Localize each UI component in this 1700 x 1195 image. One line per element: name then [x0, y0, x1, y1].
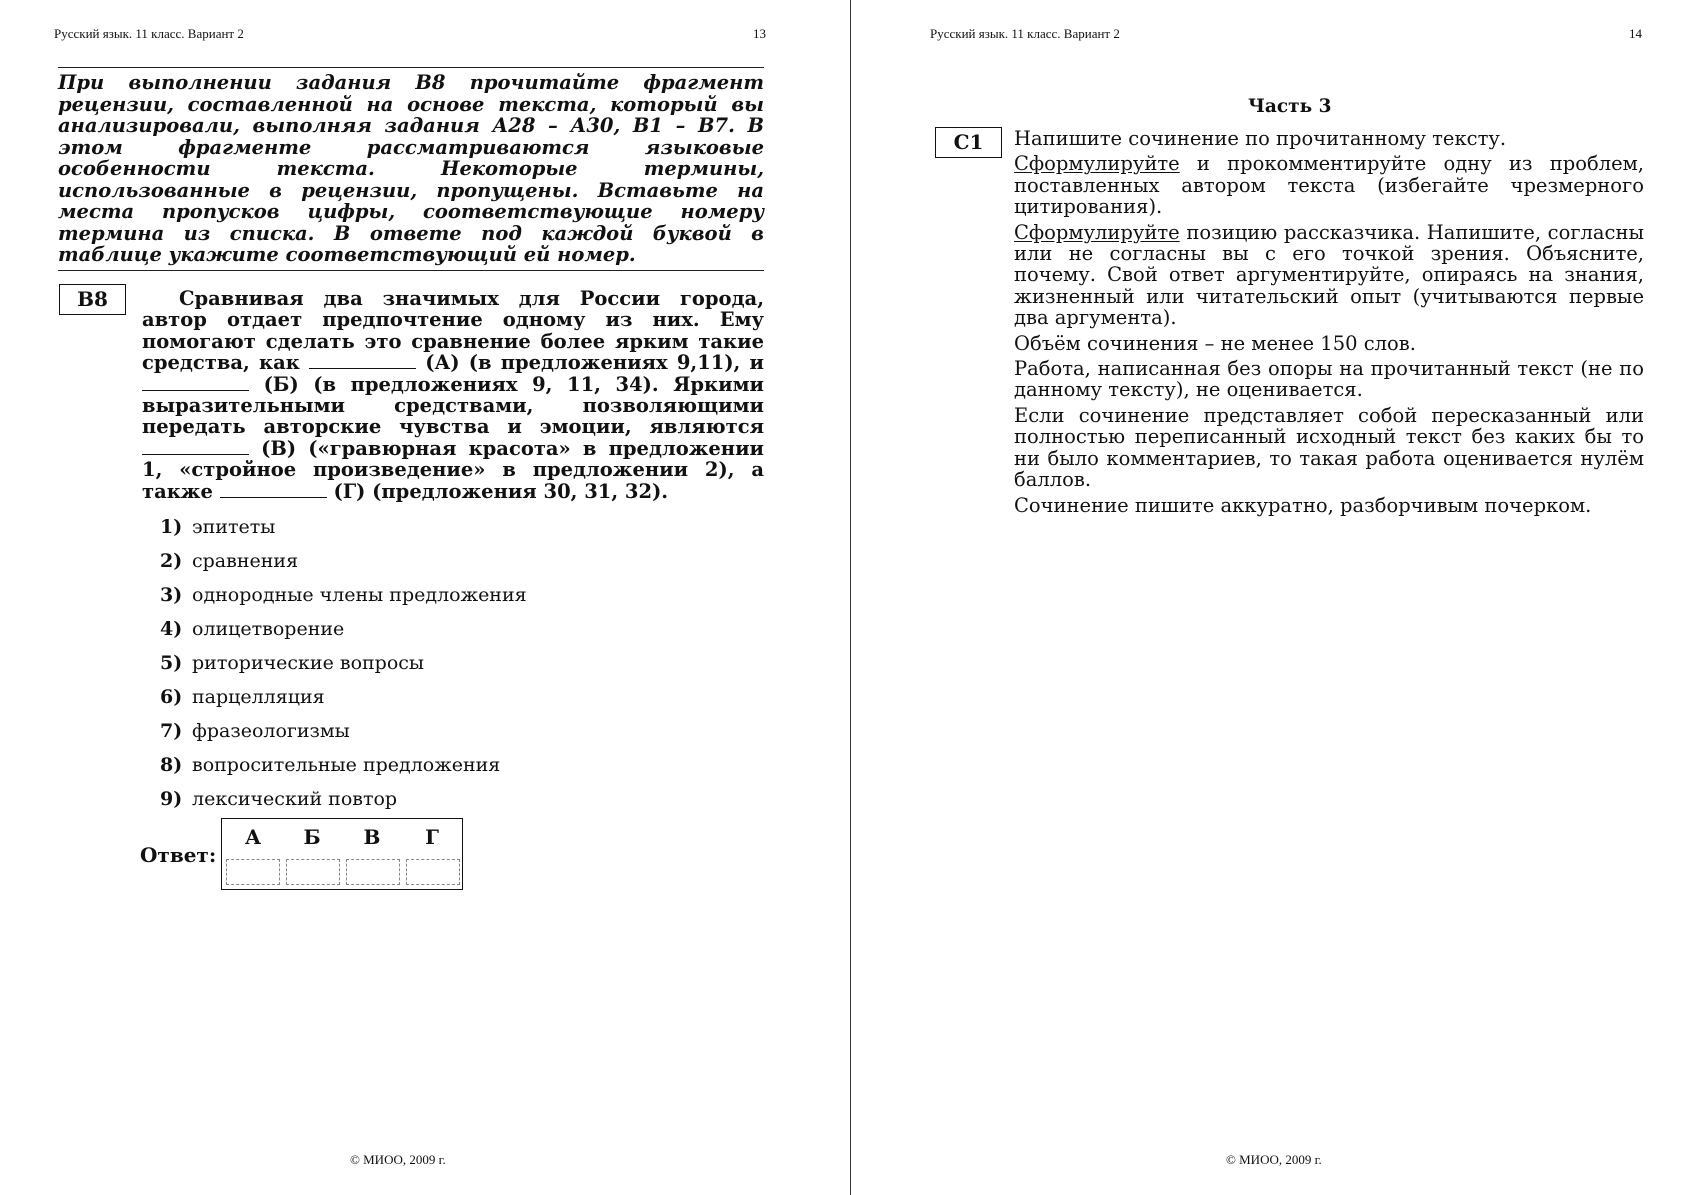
task-c1-text [1014, 128, 1644, 520]
blank-a [309, 353, 416, 369]
answer-cell-b[interactable] [286, 859, 340, 885]
bottom-rule [58, 270, 764, 271]
answer-cell-v[interactable] [346, 859, 400, 885]
page-number: 14 [1629, 26, 1642, 41]
blank-d [220, 482, 327, 498]
c1-paragraph: Сочинение пишите аккуратно, разборчивым почерком. [1014, 493, 1592, 517]
list-item: 7) фразеологизмы [160, 720, 350, 742]
page-footer: © МИОО, 2009 г. [350, 1152, 446, 1167]
part-title: Часть 3 [1248, 96, 1332, 117]
answer-cell-a[interactable] [226, 859, 280, 885]
blank-c [142, 439, 249, 455]
top-rule [58, 67, 764, 68]
c1-paragraph: Работа, написанная без опоры на прочитанный текст (не по данному тексту), не оценивается. [1014, 357, 1644, 402]
c1-paragraph: Напишите сочинение по прочитанному тексту. [1014, 127, 1507, 150]
answer-label: Ответ: [140, 843, 217, 867]
page-number: 13 [753, 26, 766, 41]
list-item: 6) парцелляция [160, 686, 325, 708]
blank-b [142, 375, 249, 391]
term-options-list [160, 516, 527, 822]
c1-paragraph: Сформулируйте позицию рассказчика. Напишите, согласны или не согласны вы с его точкой зрения. Объясните, почему. Свой ответ аргументируйте, опираясь на знания, жизненный или читательский опыт (учитываются первые два аргумента). [1014, 220, 1644, 330]
task-label-c1: С1 [935, 127, 1002, 158]
answer-table [221, 818, 463, 890]
page-header-title: Русский язык. 11 класс. Вариант 2 [930, 26, 1120, 41]
answer-column-b: Б [303, 825, 321, 849]
c1-paragraph: Объём сочинения – не менее 150 слов. [1014, 331, 1416, 355]
list-item: 9) лексический повтор [160, 788, 398, 810]
task-b8-text: Сравнивая два значимых для России города, автор отдает предпочтение одному из них. Ему помогают сделать это сравнение более ярким такие средства, как (А) (в предложениях 9,11), и (Б) (в предложениях 9, 11, 34). Яркими выразительными средствами, позволяющими передать авторские чувства и эмоции, являются (В) («гравюрная красота» в предложении 1, «стройное произведение» в предложении 2), а также (Г) (предложения 30, 31, 32). [142, 287, 764, 503]
list-item: 1) эпитеты [160, 516, 276, 538]
answer-column-v: В [363, 825, 381, 849]
list-item: 5) риторические вопросы [160, 652, 425, 674]
instruction-text: При выполнении задания В8 прочитайте фрагмент рецензии, составленной на основе текста, который вы анализировали, выполняя задания А28 – А30, В1 – В7. В этом фрагменте рассматриваются языковые особенности текста. Некоторые термины, использованные в рецензии, пропущены. Вставьте на места пропусков цифры, соответствующие номеру термина из списка. В ответе под каждой буквой в таблице укажите соответствующий ей номер. [58, 71, 764, 266]
c1-paragraph: Сформулируйте и прокомментируйте одну из проблем, поставленных автором текста (избегайте чрезмерного цитирования). [1014, 152, 1644, 219]
page-footer: © МИОО, 2009 г. [1226, 1152, 1322, 1167]
answer-cell-g[interactable] [406, 859, 460, 885]
list-item: 4) олицетворение [160, 618, 345, 640]
list-item: 8) вопросительные предложения [160, 754, 501, 776]
list-item: 3) однородные члены предложения [160, 584, 527, 606]
page-header-title: Русский язык. 11 класс. Вариант 2 [54, 26, 244, 41]
task-label-b8: В8 [59, 284, 126, 315]
c1-paragraph: Если сочинение представляет собой пересказанный или полностью переписанный исходный текст без каких бы то ни было комментариев, то такая работа оценивается нулём баллов. [1014, 403, 1644, 492]
answer-column-g: Г [425, 825, 439, 849]
answer-column-a: А [244, 825, 262, 849]
list-item: 2) сравнения [160, 550, 299, 572]
